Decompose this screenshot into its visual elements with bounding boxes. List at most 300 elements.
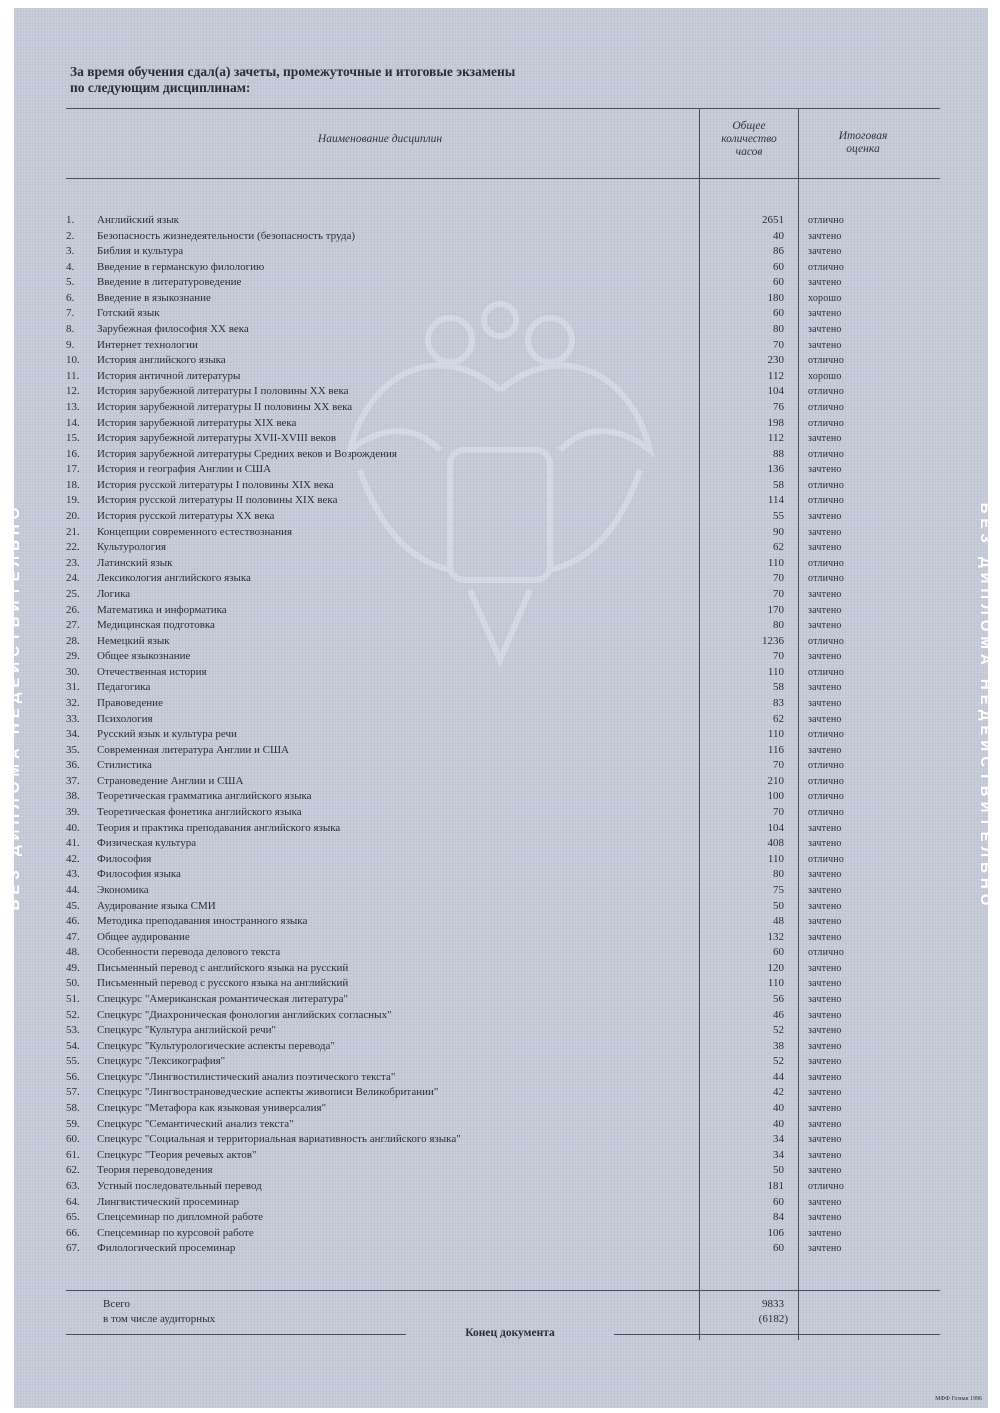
table-row <box>0 306 1000 322</box>
discipline-name: Спецкурс "Лингвостилистический анализ поэтического текста" <box>97 1070 396 1083</box>
discipline-hours: 60 <box>773 307 784 320</box>
discipline-grade: зачтено <box>808 1165 842 1177</box>
discipline-name: Спецсеминар по дипломной работе <box>97 1211 264 1224</box>
discipline-hours: 70 <box>773 572 784 585</box>
discipline-name: Спецкурс "Культура английской речи" <box>97 1024 277 1037</box>
table-row <box>0 992 1000 1008</box>
discipline-hours: 83 <box>773 696 784 709</box>
table-row <box>0 1241 1000 1257</box>
row-number: 24. <box>66 572 80 585</box>
discipline-name: Экономика <box>97 883 149 896</box>
table-row <box>0 431 1000 447</box>
discipline-hours: 90 <box>773 525 784 538</box>
discipline-hours: 198 <box>767 416 784 429</box>
discipline-hours: 60 <box>773 1195 784 1208</box>
discipline-name: Устный последовательный перевод <box>97 1179 262 1192</box>
discipline-name: Педагогика <box>97 681 151 694</box>
row-number: 29. <box>66 650 80 663</box>
discipline-name: Латинский язык <box>97 556 173 569</box>
discipline-grade: отлично <box>808 479 845 491</box>
row-number: 66. <box>66 1226 80 1239</box>
table-row <box>0 852 1000 868</box>
column-header-grade-line-1: Итоговая <box>838 130 888 142</box>
table-row <box>0 976 1000 992</box>
column-header-hours-line-2: количество <box>721 133 777 145</box>
discipline-name: Спецкурс "Лексикография" <box>97 1055 226 1068</box>
row-number: 2. <box>66 229 75 242</box>
discipline-grade: отлично <box>808 355 845 367</box>
discipline-grade: зачтено <box>808 1243 842 1255</box>
row-number: 27. <box>66 619 80 632</box>
row-number: 58. <box>66 1102 80 1115</box>
row-number: 39. <box>66 806 80 819</box>
row-number: 50. <box>66 977 80 990</box>
discipline-name: Спецкурс "Метафора как языковая универсалия" <box>97 1102 327 1115</box>
discipline-grade: зачтено <box>808 526 842 538</box>
auditory-hours: (6182) <box>758 1313 788 1325</box>
table-row <box>0 1195 1000 1211</box>
discipline-name: История зарубежной литературы XIX века <box>97 416 297 429</box>
discipline-hours: 70 <box>773 806 784 819</box>
row-number: 25. <box>66 587 80 600</box>
discipline-name: Спецкурс "Семантический анализ текста" <box>97 1117 294 1130</box>
discipline-name: Психология <box>97 712 153 725</box>
table-row <box>0 665 1000 681</box>
row-number: 15. <box>66 432 80 445</box>
discipline-grade: зачтено <box>808 1056 842 1068</box>
discipline-hours: 80 <box>773 868 784 881</box>
row-number: 31. <box>66 681 80 694</box>
discipline-name: Английский язык <box>97 214 179 226</box>
discipline-grade: отлично <box>808 947 845 959</box>
discipline-name: Введение в языкознание <box>97 291 211 304</box>
discipline-name: Физическая культура <box>97 837 197 850</box>
discipline-grade: зачтено <box>808 838 842 850</box>
discipline-hours: 408 <box>767 837 784 850</box>
table-row <box>0 961 1000 977</box>
discipline-grade: отлично <box>808 791 845 803</box>
discipline-name: Спецкурс "Американская романтическая литература" <box>97 993 348 1005</box>
discipline-grade: отлично <box>808 807 845 819</box>
end-rule-left <box>66 1334 406 1335</box>
discipline-grade: отлично <box>808 1180 845 1192</box>
row-number: 56. <box>66 1070 80 1083</box>
table-row <box>0 493 1000 509</box>
discipline-name: Библия и культура <box>97 245 184 258</box>
row-number: 6. <box>66 291 75 304</box>
row-number: 8. <box>66 323 75 336</box>
row-number: 67. <box>66 1242 80 1255</box>
row-number: 34. <box>66 728 80 741</box>
table-row <box>0 1179 1000 1195</box>
row-number: 26. <box>66 603 80 616</box>
discipline-hours: 70 <box>773 650 784 663</box>
discipline-grade: отлично <box>808 215 845 226</box>
table-row <box>0 1008 1000 1024</box>
discipline-hours: 60 <box>773 1242 784 1255</box>
discipline-hours: 56 <box>773 993 784 1005</box>
discipline-hours: 2651 <box>762 214 784 226</box>
row-number: 38. <box>66 790 80 803</box>
discipline-hours: 110 <box>767 852 784 865</box>
discipline-grade: зачтено <box>808 884 842 896</box>
end-of-document-label: Конец документа <box>465 1327 555 1339</box>
table-row <box>0 789 1000 805</box>
printer-imprint: МФФ Гознак 1996 <box>935 1396 982 1402</box>
discipline-grade: зачтено <box>808 1118 842 1130</box>
row-number: 63. <box>66 1179 80 1192</box>
discipline-name: Спецкурс "Лингвострановедческие аспекты живописи Великобритании" <box>97 1086 439 1099</box>
end-rule-right <box>614 1334 940 1335</box>
row-number: 23. <box>66 556 80 569</box>
row-number: 40. <box>66 821 80 834</box>
column-header-hours-line-1: Общее <box>732 120 766 132</box>
discipline-name: Безопасность жизнедеятельности (безопасность труда) <box>97 229 355 242</box>
discipline-hours: 60 <box>773 260 784 273</box>
table-row <box>0 229 1000 245</box>
table-row <box>0 244 1000 260</box>
discipline-name: Математика и информатика <box>97 603 227 616</box>
table-row <box>0 525 1000 541</box>
discipline-grade: зачтено <box>808 1196 842 1208</box>
table-row <box>0 462 1000 478</box>
discipline-name: Лингвистический просеминар <box>97 1195 240 1208</box>
discipline-grade: зачтено <box>808 962 842 974</box>
total-hours: 9833 <box>762 1298 784 1310</box>
table-row <box>0 883 1000 899</box>
discipline-name: Немецкий язык <box>97 634 170 647</box>
discipline-grade: зачтено <box>808 822 842 834</box>
header-bottom-rule <box>66 178 940 179</box>
discipline-grade: отлично <box>808 417 845 429</box>
row-number: 12. <box>66 385 80 398</box>
table-row <box>0 275 1000 291</box>
table-row <box>0 338 1000 354</box>
row-number: 7. <box>66 307 75 320</box>
discipline-name: История зарубежной литературы II половины XX века <box>97 400 353 413</box>
table-row <box>0 353 1000 369</box>
discipline-name: Спецкурс "Культурологические аспекты перевода" <box>97 1039 335 1052</box>
discipline-grade: отлично <box>808 448 845 460</box>
header-line-2: по следующим дисциплинам: <box>70 80 251 95</box>
discipline-hours: 110 <box>767 556 784 569</box>
discipline-grade: отлично <box>808 666 845 678</box>
table-row <box>0 556 1000 572</box>
discipline-name: История английского языка <box>97 354 226 367</box>
row-number: 19. <box>66 494 80 507</box>
discipline-name: История русской литературы II половины XIX века <box>97 494 338 507</box>
discipline-name: Спецкурс "Диахроническая фонология английских согласных" <box>97 1008 392 1021</box>
discipline-hours: 114 <box>767 494 784 507</box>
row-number: 41. <box>66 837 80 850</box>
discipline-name: Теоретическая фонетика английского языка <box>97 806 302 819</box>
row-number: 17. <box>66 463 80 476</box>
discipline-hours: 44 <box>773 1070 784 1083</box>
row-number: 28. <box>66 634 80 647</box>
discipline-hours: 42 <box>773 1086 784 1099</box>
discipline-hours: 60 <box>773 946 784 959</box>
discipline-hours: 112 <box>767 369 784 382</box>
discipline-name: Стилистика <box>97 759 152 772</box>
discipline-grade: зачтено <box>808 620 842 632</box>
discipline-grade: зачтено <box>808 916 842 928</box>
table-row <box>0 914 1000 930</box>
discipline-hours: 40 <box>773 1117 784 1130</box>
row-number: 43. <box>66 868 80 881</box>
row-number: 4. <box>66 260 75 273</box>
row-number: 65. <box>66 1211 80 1224</box>
discipline-grade: зачтено <box>808 682 842 694</box>
discipline-name: Филологический просеминар <box>97 1242 236 1255</box>
table-row <box>0 727 1000 743</box>
row-number: 42. <box>66 852 80 865</box>
discipline-hours: 132 <box>767 930 784 943</box>
table-row <box>0 1226 1000 1242</box>
discipline-hours: 104 <box>767 385 784 398</box>
discipline-grade: зачтено <box>808 246 842 258</box>
table-top-rule <box>66 108 940 109</box>
discipline-name: Письменный перевод с английского языка на русский <box>97 961 349 974</box>
row-number: 45. <box>66 899 80 912</box>
discipline-grade: зачтено <box>808 308 842 320</box>
discipline-grade: зачтено <box>808 1087 842 1099</box>
total-label: Всего <box>103 1298 130 1310</box>
table-row <box>0 1210 1000 1226</box>
discipline-hours: 52 <box>773 1055 784 1068</box>
discipline-name: Письменный перевод с русского языка на английский <box>97 977 349 990</box>
table-row <box>0 369 1000 385</box>
discipline-hours: 55 <box>773 510 784 523</box>
table-row <box>0 1163 1000 1179</box>
row-number: 33. <box>66 712 80 725</box>
discipline-name: Правоведение <box>97 696 163 709</box>
discipline-hours: 120 <box>767 961 784 974</box>
row-number: 64. <box>66 1195 80 1208</box>
column-header-grade-line-2: оценка <box>846 143 880 155</box>
table-row <box>0 509 1000 525</box>
discipline-name: Культурология <box>97 541 167 554</box>
discipline-grade: зачтено <box>808 230 842 242</box>
discipline-name: Особенности перевода делового текста <box>97 946 281 959</box>
discipline-grade: отлично <box>808 853 845 865</box>
row-number: 52. <box>66 1008 80 1021</box>
discipline-name: Методика преподавания иностранного языка <box>97 915 308 928</box>
discipline-hours: 180 <box>767 291 784 304</box>
discipline-grade: зачтено <box>808 542 842 554</box>
discipline-name: Интернет технологии <box>97 338 198 351</box>
table-row <box>0 696 1000 712</box>
discipline-grade: зачтено <box>808 1227 842 1239</box>
discipline-grade: зачтено <box>808 464 842 476</box>
discipline-hours: 110 <box>767 665 784 678</box>
side-warning-right: БЕЗ ДИПЛОМА НЕДЕЙСТВИТЕЛЬНО <box>977 502 994 911</box>
row-number: 1. <box>66 214 75 226</box>
table-row <box>0 899 1000 915</box>
discipline-hours: 50 <box>773 899 784 912</box>
discipline-hours: 76 <box>773 400 784 413</box>
discipline-hours: 58 <box>773 478 784 491</box>
discipline-grade: зачтено <box>808 869 842 881</box>
discipline-hours: 100 <box>767 790 784 803</box>
table-row <box>0 1132 1000 1148</box>
discipline-hours: 210 <box>767 774 784 787</box>
row-number: 11. <box>66 369 80 382</box>
table-row <box>0 1148 1000 1164</box>
row-number: 5. <box>66 276 75 289</box>
row-number: 32. <box>66 696 80 709</box>
table-row <box>0 774 1000 790</box>
table-row <box>0 618 1000 634</box>
row-number: 3. <box>66 245 75 258</box>
header-line-1: За время обучения сдал(а) зачеты, промежуточные и итоговые экзамены <box>70 64 516 79</box>
discipline-hours: 70 <box>773 587 784 600</box>
discipline-name: Медицинская подготовка <box>97 619 215 632</box>
table-row <box>0 1023 1000 1039</box>
discipline-name: Спецкурс "Теория речевых актов" <box>97 1148 257 1161</box>
discipline-grade: зачтено <box>808 697 842 709</box>
table-row <box>0 400 1000 416</box>
column-header-discipline: Наименование дисциплин <box>317 133 443 145</box>
discipline-grade: отлично <box>808 760 845 772</box>
discipline-grade: зачтено <box>808 588 842 600</box>
discipline-hours: 116 <box>767 743 784 756</box>
discipline-grade: отлично <box>808 635 845 647</box>
discipline-name: Философия языка <box>97 868 181 881</box>
table-row <box>0 260 1000 276</box>
table-row <box>0 805 1000 821</box>
row-number: 46. <box>66 915 80 928</box>
row-number: 59. <box>66 1117 80 1130</box>
discipline-hours: 62 <box>773 712 784 725</box>
discipline-name: История античной литературы <box>97 369 241 382</box>
discipline-name: Современная литература Англии и США <box>97 743 289 756</box>
auditory-label: в том числе аудиторных <box>103 1313 216 1325</box>
table-row <box>0 649 1000 665</box>
discipline-name: История русской литературы XX века <box>97 510 275 523</box>
row-number: 36. <box>66 759 80 772</box>
table-row <box>0 1070 1000 1086</box>
discipline-name: Спецкурс "Социальная и территориальная вариативность английского языка" <box>97 1133 461 1146</box>
discipline-hours: 48 <box>773 915 784 928</box>
discipline-grade: зачтено <box>808 1040 842 1052</box>
discipline-name: Отечественная история <box>97 665 207 678</box>
discipline-hours: 1236 <box>762 634 784 647</box>
discipline-name: Зарубежная философия XX века <box>97 323 249 336</box>
table-row <box>0 1054 1000 1070</box>
table-row <box>0 416 1000 432</box>
discipline-grade: зачтено <box>808 994 842 1005</box>
row-number: 18. <box>66 478 80 491</box>
table-row <box>0 867 1000 883</box>
discipline-grade: зачтено <box>808 978 842 990</box>
row-number: 51. <box>66 993 80 1005</box>
table-row <box>0 712 1000 728</box>
row-number: 30. <box>66 665 80 678</box>
row-number: 54. <box>66 1039 80 1052</box>
discipline-name: Готский язык <box>97 307 160 320</box>
table-row <box>0 1039 1000 1055</box>
discipline-name: Спецсеминар по курсовой работе <box>97 1226 254 1239</box>
table-row <box>0 540 1000 556</box>
table-row <box>0 384 1000 400</box>
discipline-grade: зачтено <box>808 1071 842 1083</box>
discipline-hours: 112 <box>767 432 784 445</box>
discipline-grade: зачтено <box>808 931 842 943</box>
discipline-grade: отлично <box>808 775 845 787</box>
table-row <box>0 1117 1000 1133</box>
discipline-hours: 46 <box>773 1008 784 1021</box>
row-number: 35. <box>66 743 80 756</box>
discipline-grade: хорошо <box>808 292 842 304</box>
table-row <box>0 680 1000 696</box>
discipline-grade: зачтено <box>808 1009 842 1021</box>
discipline-hours: 62 <box>773 541 784 554</box>
discipline-hours: 106 <box>767 1226 784 1239</box>
row-number: 22. <box>66 541 80 554</box>
discipline-grade: зачтено <box>808 1025 842 1037</box>
discipline-name: Философия <box>97 852 152 865</box>
column-header-hours-line-3: часов <box>735 146 763 158</box>
discipline-grade: отлично <box>808 401 845 413</box>
table-row <box>0 634 1000 650</box>
table-row <box>0 587 1000 603</box>
discipline-hours: 230 <box>767 354 784 367</box>
discipline-name: История зарубежной литературы Средних веков и Возрождения <box>97 447 397 460</box>
discipline-hours: 110 <box>767 728 784 741</box>
row-number: 57. <box>66 1086 80 1099</box>
totals-top-rule <box>66 1290 940 1291</box>
discipline-grade: зачтено <box>808 433 842 445</box>
discipline-name: Теория переводоведения <box>97 1164 213 1177</box>
discipline-grade: зачтено <box>808 713 842 725</box>
row-number: 16. <box>66 447 80 460</box>
row-number: 53. <box>66 1024 80 1037</box>
discipline-name: Логика <box>97 587 131 600</box>
row-number: 48. <box>66 946 80 959</box>
discipline-name: Введение в германскую филологию <box>97 260 265 273</box>
discipline-hours: 40 <box>773 1102 784 1115</box>
row-number: 62. <box>66 1164 80 1177</box>
table-row <box>0 1101 1000 1117</box>
discipline-name: История русской литературы I половины XIX века <box>97 478 334 491</box>
row-number: 49. <box>66 961 80 974</box>
discipline-hours: 88 <box>773 447 784 460</box>
table-row <box>0 213 1000 229</box>
discipline-name: Общее аудирование <box>97 930 190 943</box>
table-row <box>0 821 1000 837</box>
discipline-grade: отлично <box>808 557 845 569</box>
discipline-grade: зачтено <box>808 339 842 351</box>
table-row <box>0 1085 1000 1101</box>
discipline-grade: зачтено <box>808 1103 842 1115</box>
column-header-hours <box>704 120 794 159</box>
discipline-name: Общее языкознание <box>97 650 191 663</box>
row-number: 20. <box>66 510 80 523</box>
table-row <box>0 447 1000 463</box>
discipline-hours: 80 <box>773 323 784 336</box>
discipline-name: История и география Англии и США <box>97 463 272 476</box>
discipline-hours: 50 <box>773 1164 784 1177</box>
row-number: 61. <box>66 1148 80 1161</box>
discipline-hours: 34 <box>773 1133 784 1146</box>
discipline-grade: отлично <box>808 729 845 741</box>
discipline-grade: зачтено <box>808 651 842 663</box>
table-row <box>0 930 1000 946</box>
discipline-name: Русский язык и культура речи <box>97 728 237 741</box>
table-row <box>0 603 1000 619</box>
discipline-name: История зарубежной литературы I половины XX века <box>97 385 349 398</box>
table-row <box>0 945 1000 961</box>
